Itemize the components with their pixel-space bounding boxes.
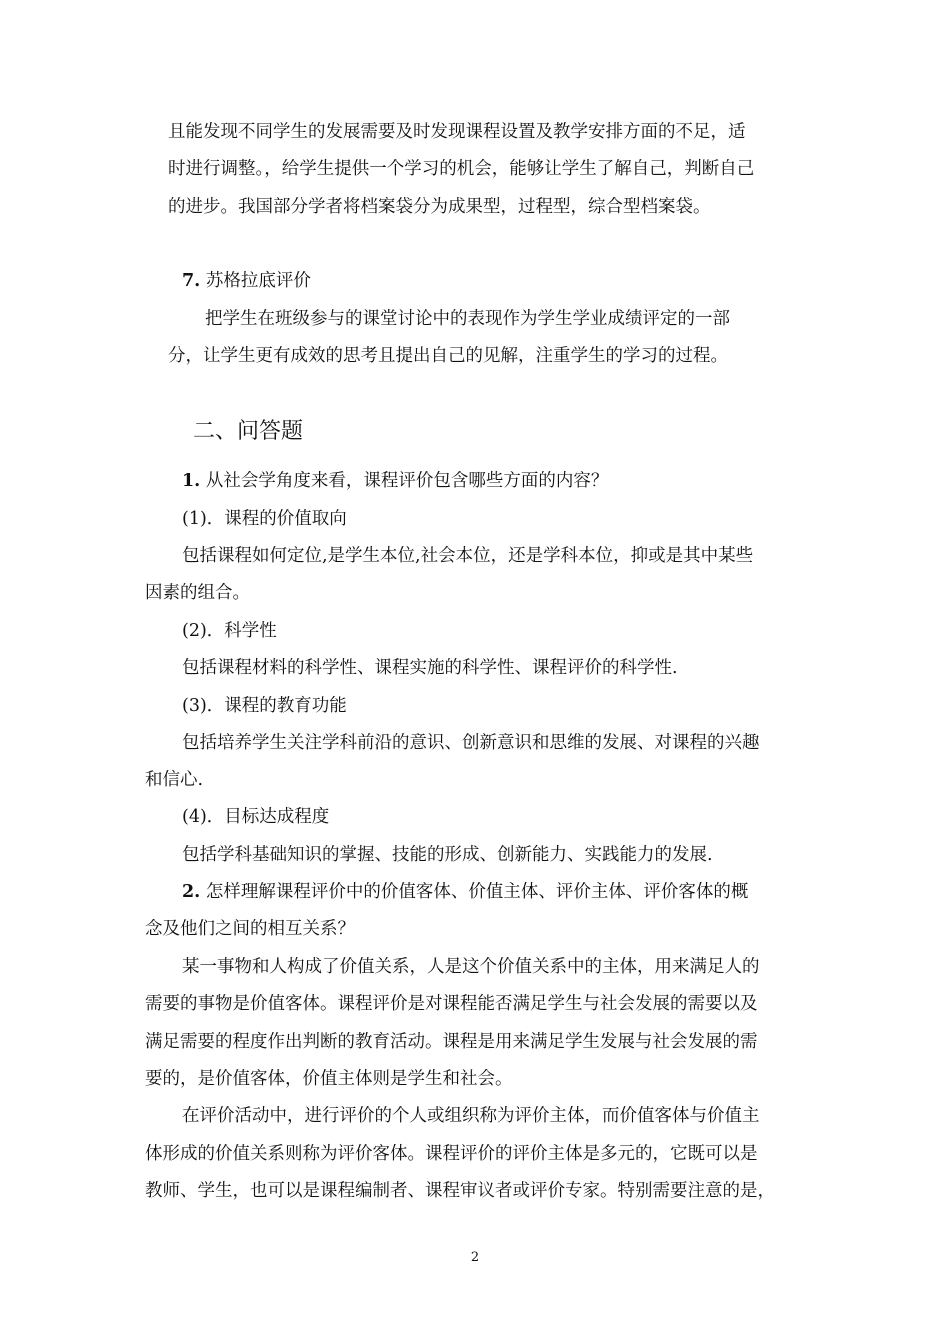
question-heading — [182, 470, 608, 492]
subitem-title: (1)．课程的价值取向 — [182, 509, 347, 529]
paragraph-line: 和信心. — [145, 770, 204, 790]
question-number: 2. — [182, 882, 201, 902]
paragraph-line: 分，让学生更有成效的思考且提出自己的见解，注重学生的学习的过程。 — [168, 346, 728, 366]
question-number: 1. — [182, 471, 201, 491]
subitem-title: (4)．目标达成程度 — [182, 807, 330, 827]
paragraph-line: 在评价活动中，进行评价的个人或组织称为评价主体，而价值客体与价值主 — [182, 1106, 760, 1126]
paragraph-line: 包括课程如何定位,是学生本位,社会本位，还是学科本位，抑或是其中某些 — [182, 546, 754, 566]
paragraph-line: 要的，是价值客体，价值主体则是学生和社会。 — [145, 1069, 513, 1089]
question-text: 从社会学角度来看，课程评价包含哪些方面的内容？ — [205, 471, 609, 491]
paragraph-line: 包括培养学生关注学科前沿的意识、创新意识和思维的发展、对课程的兴趣 — [182, 733, 760, 753]
paragraph-line: 把学生在班级参与的课堂讨论中的表现作为学生学业成绩评定的一部 — [205, 309, 730, 329]
subitem-title: (2)．科学性 — [182, 621, 277, 641]
paragraph-line: 体形成的价值关系则称为评价客体。课程评价的评价主体是多元的，它既可以是 — [145, 1144, 758, 1164]
question-heading — [182, 881, 748, 903]
page-number: 2 — [470, 1250, 480, 1265]
paragraph-line: 且能发现不同学生的发展需要及时发现课程设置及教学安排方面的不足，适 — [168, 122, 746, 142]
question-text-line: 念及他们之间的相互关系？ — [145, 919, 355, 939]
item-heading — [182, 270, 311, 292]
item-number: 7. — [182, 271, 201, 291]
paragraph-line: 教师、学生，也可以是课程编制者、课程审议者或评价专家。特别需要注意的是， — [145, 1181, 775, 1201]
paragraph-line: 包括课程材料的科学性、课程实施的科学性、课程评价的科学性. — [182, 658, 678, 678]
section-title: 二、问答题 — [193, 419, 304, 444]
item-title: 苏格拉底评价 — [205, 271, 311, 291]
paragraph-line: 因素的组合。 — [145, 583, 250, 603]
paragraph-line: 某一事物和人构成了价值关系，人是这个价值关系中的主体，用来满足人的 — [182, 957, 760, 977]
paragraph-line: 需要的事物是价值客体。课程评价是对课程能否满足学生与社会发展的需要以及 — [145, 994, 758, 1014]
paragraph-line: 包括学科基础知识的掌握、技能的形成、创新能力、实践能力的发展. — [182, 845, 713, 865]
subitem-title: (3)．课程的教育功能 — [182, 696, 347, 716]
paragraph-line: 时进行调整。，给学生提供一个学习的机会，能够让学生了解自己，判断自己 — [168, 159, 755, 179]
paragraph-line: 的进步。我国部分学者将档案袋分为成果型，过程型，综合型档案袋。 — [168, 197, 711, 217]
question-text: 怎样理解课程评价中的价值客体、价值主体、评价主体、评价客体的概 — [205, 882, 749, 902]
paragraph-line: 满足需要的程度作出判断的教育活动。课程是用来满足学生发展与社会发展的需 — [145, 1032, 758, 1052]
